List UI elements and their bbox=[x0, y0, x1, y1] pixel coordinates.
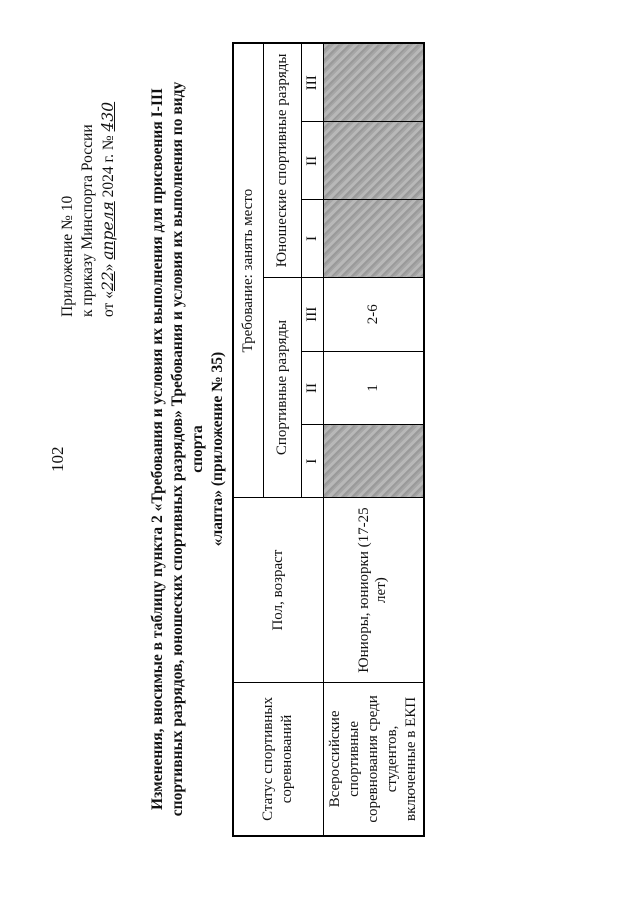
sub-header: III bbox=[301, 277, 323, 351]
appendix-number: 430 bbox=[99, 101, 117, 132]
document-heading: Изменения, вносимые в таблицу пункта 2 «Требования и условия их выполнения для присвоения I-III спортивных разрядов, юношеских спортивных разрядов» Требования и условия их выполнения по виду спорта «лапта» (приложение № 35) bbox=[149, 81, 226, 817]
sub-header: I bbox=[301, 425, 323, 498]
header-requirement: Требование: занять место bbox=[233, 43, 263, 498]
cell-value: 2-6 bbox=[323, 277, 424, 351]
cell-shaded bbox=[323, 425, 424, 498]
cell-value: 1 bbox=[323, 351, 424, 425]
cell-status: Всероссийские спортивные соревнования среди студентов, включенные в ЕКП bbox=[323, 682, 424, 836]
cell-shaded bbox=[323, 122, 424, 200]
appendix-block bbox=[58, 17, 119, 317]
header-age: Пол, возраст bbox=[233, 498, 323, 683]
appendix-order: к приказу Минспорта России bbox=[79, 124, 96, 317]
header-status: Статус спортивных соревнований bbox=[233, 682, 323, 836]
header-youth-ranks: Юношеские спортивные разряды bbox=[263, 43, 301, 277]
page-number: 102 bbox=[48, 446, 67, 472]
table-row bbox=[323, 43, 424, 836]
cell-shaded bbox=[323, 43, 424, 122]
cell-age: Юниоры, юниорки (17-25 лет) bbox=[323, 498, 424, 683]
requirements-table bbox=[232, 42, 425, 837]
appendix-date-line: от «22» апреля 2024 г. № 430 bbox=[99, 101, 117, 317]
sub-header: I bbox=[301, 200, 323, 277]
appendix-day: 22 bbox=[99, 271, 117, 292]
appendix-title: Приложение № 10 bbox=[59, 195, 76, 317]
cell-shaded bbox=[323, 200, 424, 277]
header-sport-ranks: Спортивные разряды bbox=[263, 277, 301, 498]
appendix-month: апреля bbox=[99, 201, 117, 260]
sub-header: II bbox=[301, 122, 323, 200]
sub-header: II bbox=[301, 351, 323, 425]
sub-header: III bbox=[301, 43, 323, 122]
